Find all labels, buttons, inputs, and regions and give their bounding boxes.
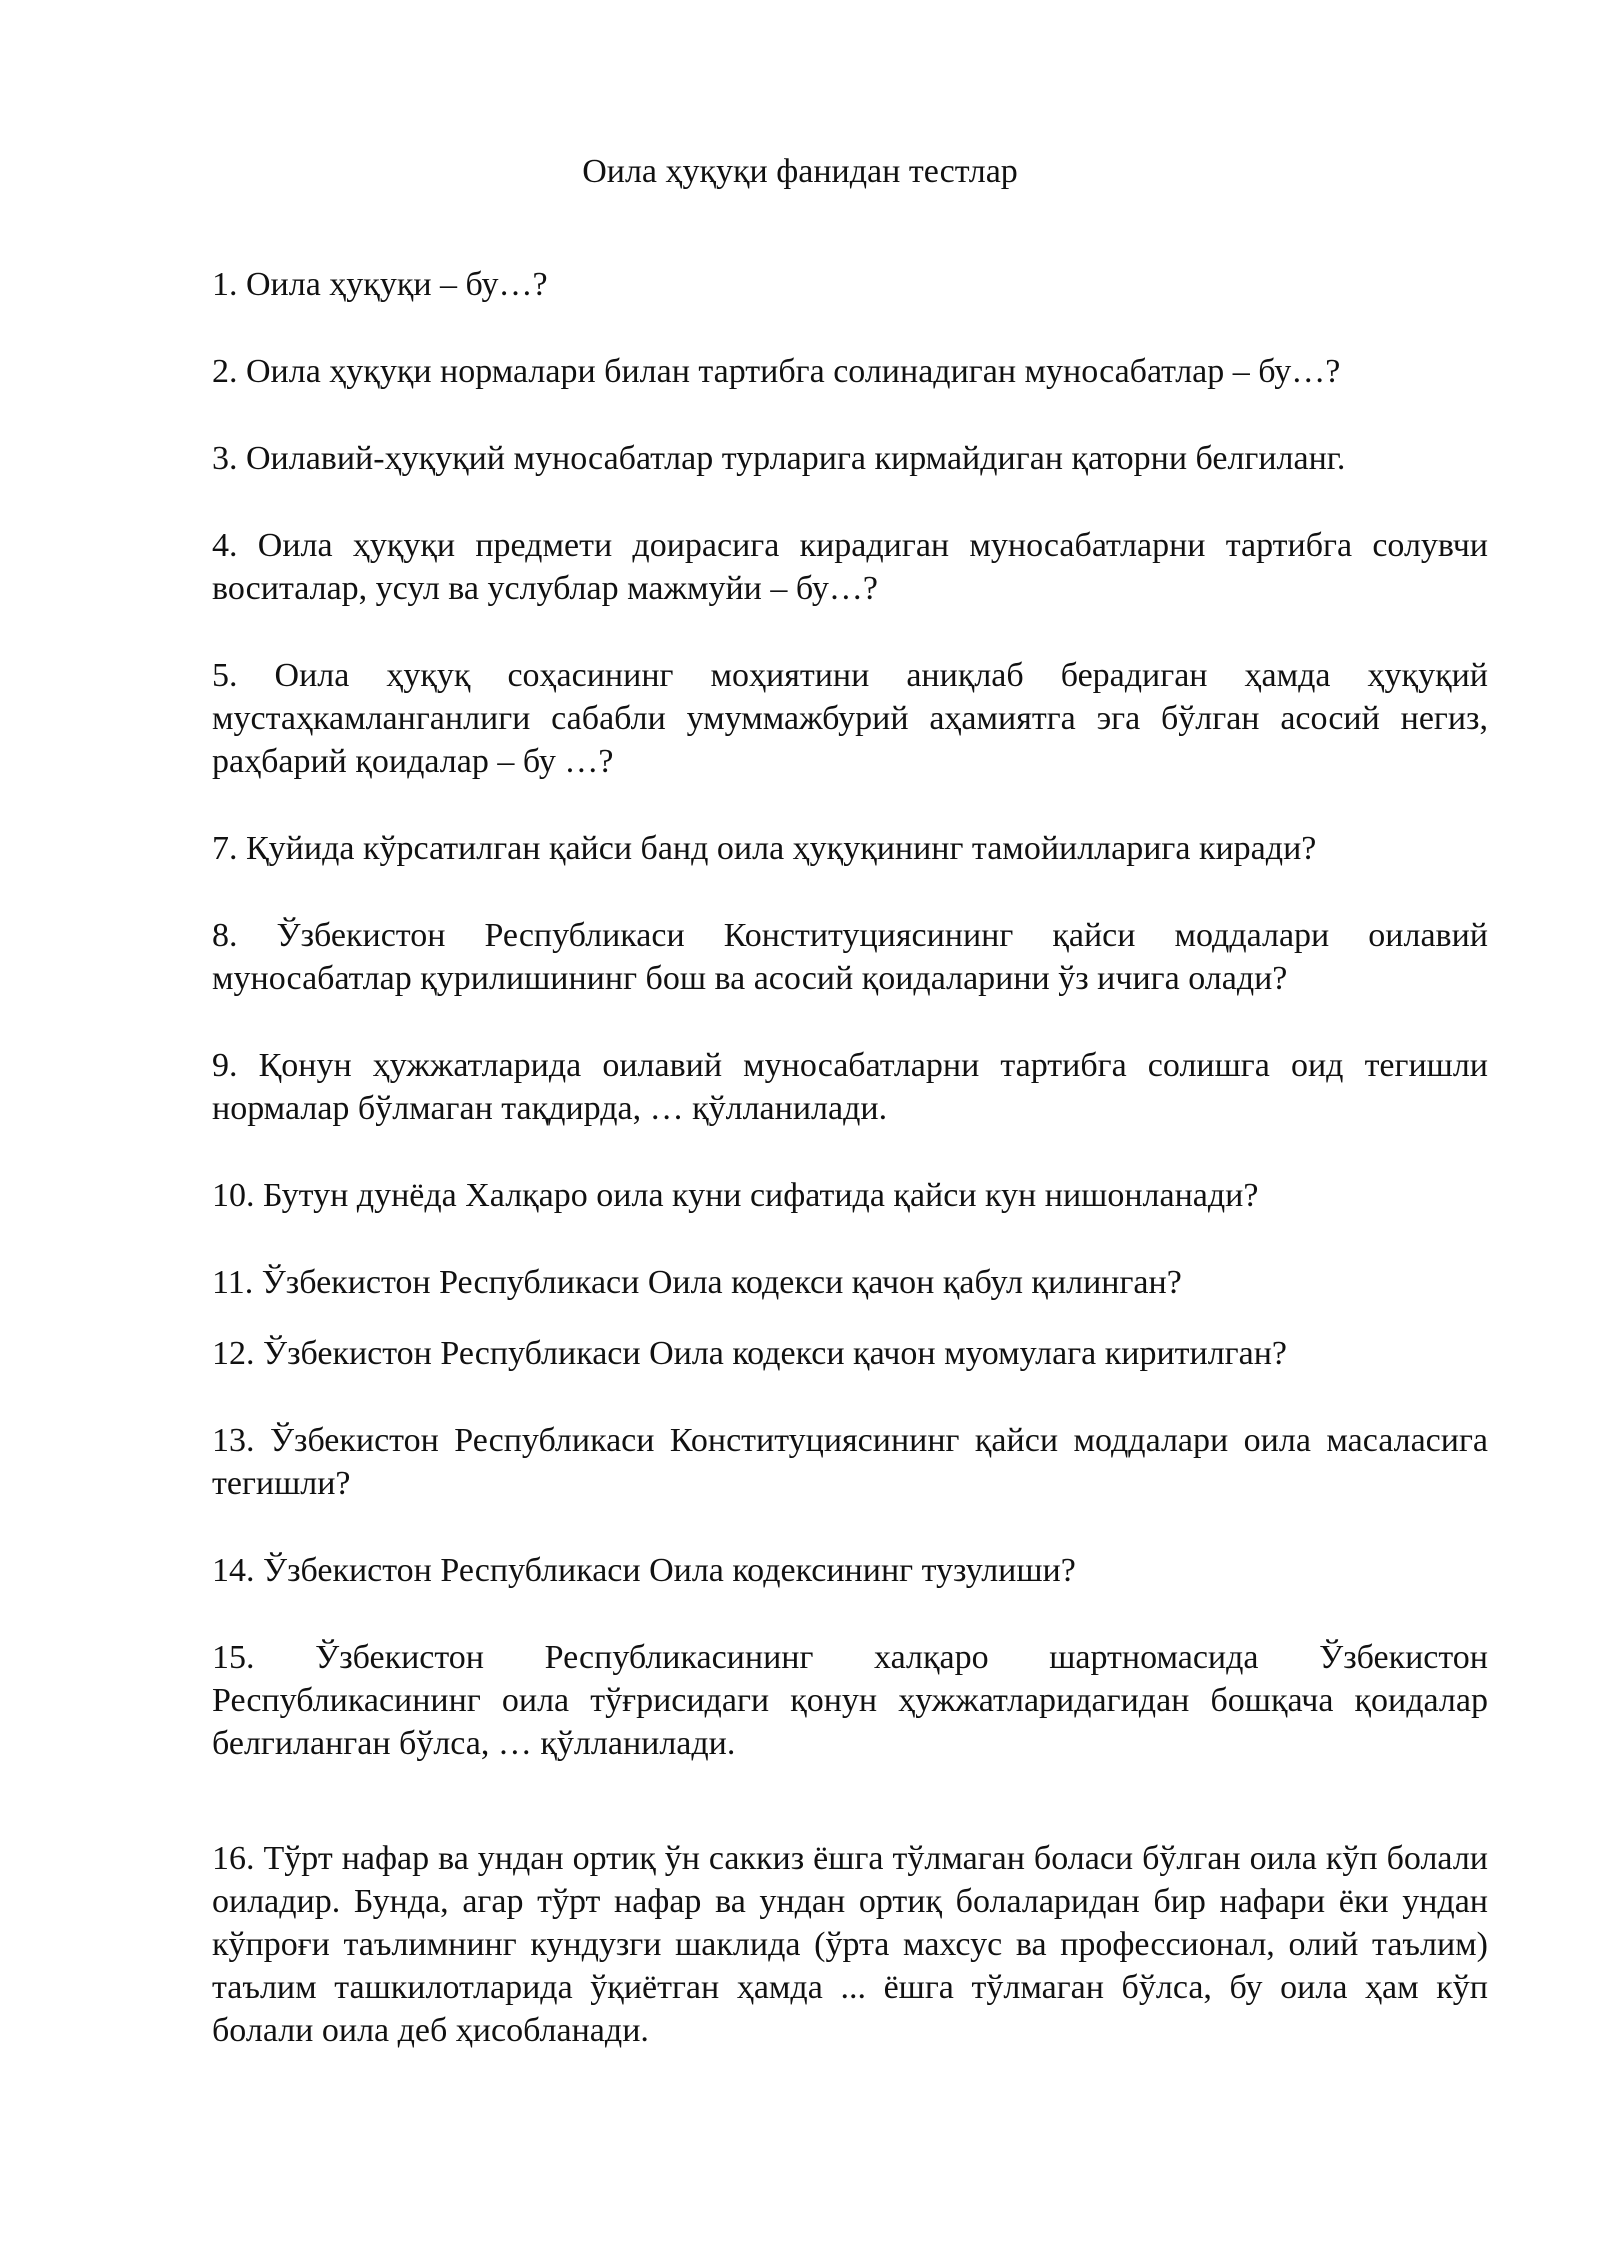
question-5: 5. Оила ҳуқуқ соҳасининг моҳиятини аниқлаб берадиган ҳамда ҳуқуқий мустаҳкамланганлиги сабабли умуммажбурий аҳамиятга эга бўлган асосий негиз, раҳбарий қоидалар – бу …? — [212, 657, 1488, 780]
question-16: 16. Тўрт нафар ва ундан ортиқ ўн саккиз ёшга тўлмаган боласи бўлган оила кўп болали оиладир. Бунда, агар тўрт нафар ва ундан ортиқ болаларидан бир нафари ёки ундан кўпроғи таълимнинг кундузги шаклида (ўрта махсус ва профессионал, олий таълим) таълим ташкилотларида ўқиётган ҳамда ... ёшга тўлмаган бўлса, бу оила ҳам кўп болали оила деб ҳисобланади. — [212, 1840, 1488, 2049]
question-8: 8. Ўзбекистон Республикаси Конституциясининг қайси моддалари оилавий муносабатлар қурилишининг бош ва асосий қоидаларини ўз ичига олади? — [212, 917, 1488, 997]
question-12: 12. Ўзбекистон Республикаси Оила кодекси қачон муомулага киритилган? — [212, 1335, 1287, 1372]
question-14: 14. Ўзбекистон Республикаси Оила кодексининг тузулиши? — [212, 1552, 1076, 1589]
document-title: Оила ҳуқуқи фанидан тестлар — [582, 153, 1018, 190]
question-13: 13. Ўзбекистон Республикаси Конституциясининг қайси моддалари оила масаласига тегишли? — [212, 1422, 1488, 1502]
question-4: 4. Оила ҳуқуқи предмети доирасига кирадиган муносабатларни тартибга солувчи воситалар, усул ва услублар мажмуйи – бу…? — [212, 527, 1488, 607]
question-3: 3. Оилавий-ҳуқуқий муносабатлар турларига кирмайдиган қаторни белгиланг. — [212, 440, 1346, 477]
question-10: 10. Бутун дунёда Халқаро оила куни сифатида қайси кун нишонланади? — [212, 1177, 1259, 1214]
question-2: 2. Оила ҳуқуқи нормалари билан тартибга солинадиган муносабатлар – бу…? — [212, 353, 1341, 390]
question-1: 1. Оила ҳуқуқи – бу…? — [212, 266, 548, 303]
question-9: 9. Қонун ҳужжатларида оилавий муносабатларни тартибга солишга оид тегишли нормалар бўлмаган тақдирда, … қўлланилади. — [212, 1047, 1488, 1127]
question-7: 7. Қуйида кўрсатилган қайси банд оила ҳуқуқининг тамойилларига киради? — [212, 830, 1317, 867]
question-11: 11. Ўзбекистон Республикаси Оила кодекси қачон қабул қилинган? — [212, 1264, 1182, 1301]
question-15: 15. Ўзбекистон Республикасининг халқаро шартномасида Ўзбекистон Республикасининг оила тўғрисидаги қонун ҳужжатларидагидан бошқача қоидалар белгиланган бўлса, … қўлланилади. — [212, 1639, 1488, 1762]
